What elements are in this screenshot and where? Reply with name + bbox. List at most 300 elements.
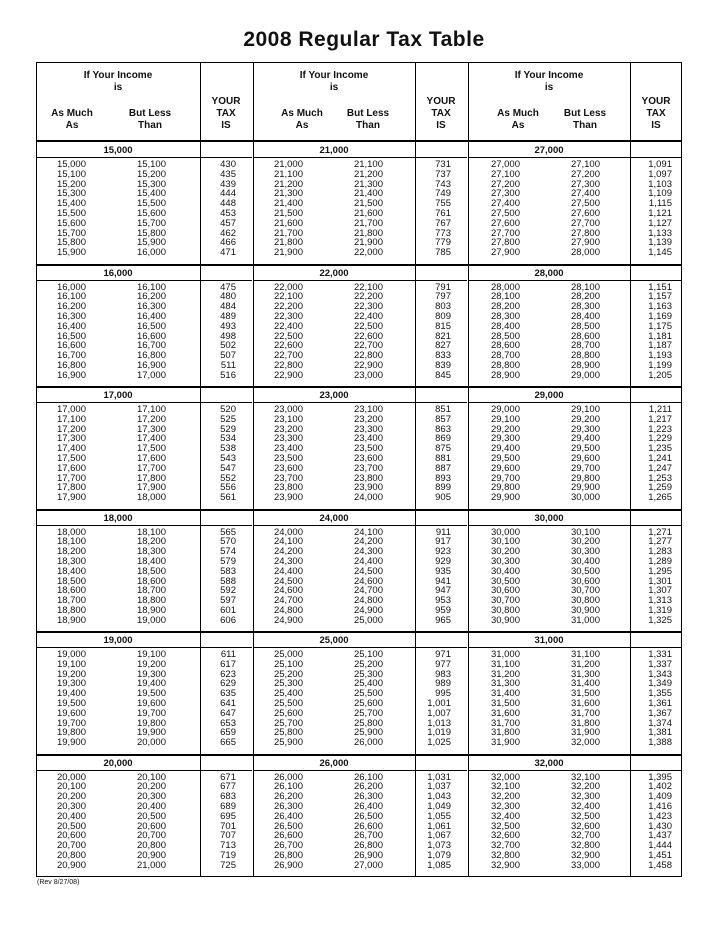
- tax-cell: 695: [220, 810, 236, 822]
- tax-cell: 543: [220, 453, 236, 464]
- tax-cell: 827: [435, 340, 451, 352]
- but-less-cell: 31,500: [570, 688, 600, 700]
- as-much-cell: 27,500: [490, 208, 520, 219]
- as-much-cell: 24,300: [273, 555, 303, 567]
- tax-cell: 502: [220, 340, 236, 352]
- tax-cell: 484: [220, 301, 236, 313]
- but-less-cell: 15,300: [136, 178, 166, 190]
- tax-cell: 887: [435, 462, 451, 474]
- tax-cell: 1,211: [648, 404, 672, 415]
- but-less-cell: 22,300: [353, 301, 383, 313]
- as-much-cell: 31,200: [490, 668, 520, 680]
- tax-cell: 453: [220, 208, 236, 219]
- but-less-cell: 22,900: [353, 359, 383, 371]
- tax-cell: 1,271: [648, 526, 672, 538]
- block-heading: 16,000: [103, 267, 133, 279]
- tax-cell: 471: [220, 247, 236, 259]
- tax-cell: 1,223: [648, 423, 672, 435]
- as-much-cell: 29,500: [490, 453, 520, 464]
- but-less-cell: 25,100: [353, 649, 383, 660]
- tax-cell: 1,043: [427, 791, 451, 803]
- tax-cell: 1,001: [427, 698, 451, 709]
- revision-note: (Rev 8/27/08): [37, 879, 80, 886]
- tax-cell: 561: [220, 492, 236, 504]
- tax-cell: 538: [220, 443, 236, 455]
- as-much-cell: 24,200: [273, 546, 303, 558]
- as-much-cell: 22,200: [273, 301, 303, 313]
- but-less-cell: 21,300: [353, 178, 383, 190]
- tax-cell: 1,430: [648, 820, 672, 832]
- tax-cell: 845: [435, 369, 451, 381]
- as-much-cell: 29,300: [490, 433, 520, 445]
- tax-cell: 1,301: [648, 575, 672, 587]
- tax-cell: 713: [220, 840, 236, 852]
- but-less-cell: 17,600: [136, 453, 166, 464]
- as-much-cell: 19,500: [56, 698, 86, 709]
- but-less-cell: 16,200: [136, 291, 166, 303]
- but-less-cell: 25,300: [353, 668, 383, 680]
- tax-cell: 995: [435, 688, 451, 700]
- tax-cell: 1,115: [648, 198, 672, 210]
- as-much-cell: 28,200: [490, 301, 520, 313]
- income-header: If Your Income: [514, 70, 584, 81]
- tax-cell: 1,157: [648, 291, 672, 303]
- but-less-cell: 23,700: [353, 462, 383, 474]
- but-less-cell: 23,900: [353, 482, 383, 494]
- block-rule: [36, 509, 682, 511]
- but-less-cell: 22,100: [353, 281, 383, 293]
- tax-cell: 1,169: [648, 310, 672, 322]
- as-much-cell: 30,200: [490, 546, 520, 558]
- but-less-cell: 30,600: [570, 575, 600, 587]
- as-much-cell: 25,900: [273, 737, 303, 749]
- as-much-cell: 20,600: [56, 830, 86, 842]
- as-much-cell: 24,600: [273, 585, 303, 597]
- but-less-cell: 21,200: [353, 168, 383, 180]
- as-much-cell: 18,600: [56, 585, 86, 597]
- as-much-cell: 22,500: [273, 330, 303, 342]
- as-much-cell: 20,000: [56, 771, 86, 783]
- but-less-cell: 25,600: [353, 698, 383, 709]
- as-much-cell: 31,000: [490, 649, 520, 660]
- as-much-cell: 29,000: [490, 404, 520, 415]
- but-less-cell: 16,500: [136, 320, 166, 332]
- tax-cell: 851: [435, 404, 451, 415]
- but-less-cell: 30,200: [570, 536, 600, 548]
- tax-cell: 1,103: [648, 178, 672, 190]
- tax-cell: 448: [220, 198, 236, 210]
- as-much-cell: 25,700: [273, 717, 303, 729]
- tax-cell: 1,055: [427, 810, 451, 822]
- tax-cell: 1,091: [648, 159, 672, 170]
- block-heading-rule: [253, 157, 467, 158]
- as-much-cell: 16,800: [56, 359, 86, 371]
- income-header: is: [329, 82, 339, 93]
- but-less-cell: 18,700: [136, 585, 166, 597]
- but-less-cell: 24,700: [353, 585, 383, 597]
- as-much-cell: 19,300: [56, 678, 86, 690]
- as-much-cell: 18,700: [56, 595, 86, 607]
- tax-cell: 815: [435, 320, 451, 332]
- tax-cell: 677: [220, 781, 236, 793]
- but-less-header: Than: [356, 120, 380, 131]
- as-much-cell: 26,700: [273, 840, 303, 852]
- as-much-cell: 30,500: [490, 575, 520, 587]
- as-much-cell: 30,400: [490, 565, 520, 577]
- tax-cell: 701: [220, 820, 236, 832]
- block-heading: 23,000: [319, 390, 349, 401]
- as-much-cell: 26,000: [273, 771, 303, 783]
- as-much-cell: 18,800: [56, 604, 86, 616]
- but-less-cell: 17,000: [136, 369, 166, 381]
- but-less-cell: 28,200: [570, 291, 600, 303]
- as-much-cell: 23,300: [273, 433, 303, 445]
- tax-cell: 623: [220, 668, 236, 680]
- tax-cell: 1,361: [648, 698, 672, 709]
- as-much-cell: 17,600: [56, 462, 86, 474]
- but-less-cell: 30,500: [570, 565, 600, 577]
- tax-cell: 511: [220, 359, 236, 371]
- but-less-cell: 27,300: [570, 178, 600, 190]
- tax-cell: 875: [435, 443, 451, 455]
- but-less-cell: 21,000: [136, 859, 166, 871]
- tax-cell: 1,079: [427, 849, 451, 861]
- but-less-cell: 27,100: [570, 159, 600, 170]
- as-much-cell: 22,700: [273, 350, 303, 362]
- as-much-cell: 17,000: [56, 404, 86, 415]
- as-much-cell: 25,500: [273, 698, 303, 709]
- tax-cell: 552: [220, 472, 236, 484]
- as-much-cell: 29,700: [490, 472, 520, 484]
- but-less-cell: 25,900: [353, 727, 383, 739]
- but-less-cell: 31,100: [570, 649, 600, 660]
- as-much-cell: 19,700: [56, 717, 86, 729]
- but-less-cell: 24,500: [353, 565, 383, 577]
- tax-cell: 516: [220, 369, 236, 381]
- tax-cell: 430: [220, 159, 236, 170]
- but-less-cell: 27,400: [570, 188, 600, 200]
- but-less-cell: 32,000: [570, 737, 600, 749]
- as-much-cell: 26,400: [273, 810, 303, 822]
- block-heading: 27,000: [534, 145, 564, 156]
- but-less-cell: 16,400: [136, 310, 166, 322]
- as-much-cell: 23,800: [273, 482, 303, 494]
- as-much-cell: 26,100: [273, 781, 303, 793]
- tax-cell: 444: [220, 188, 236, 200]
- tax-cell: 833: [435, 350, 451, 362]
- as-much-cell: 19,900: [56, 737, 86, 749]
- but-less-cell: 18,500: [136, 565, 166, 577]
- as-much-cell: 17,300: [56, 433, 86, 445]
- as-much-cell: 16,700: [56, 350, 86, 362]
- but-less-header: Than: [138, 120, 162, 131]
- tax-cell: 893: [435, 472, 451, 484]
- tax-cell: 899: [435, 482, 451, 494]
- as-much-cell: 19,600: [56, 707, 86, 719]
- as-much-cell: 26,600: [273, 830, 303, 842]
- as-much-cell: 16,500: [56, 330, 86, 342]
- tax-cell: 665: [220, 737, 236, 749]
- block-heading-rule: [468, 525, 682, 526]
- but-less-cell: 19,800: [136, 717, 166, 729]
- tax-cell: 1,451: [648, 849, 672, 861]
- but-less-cell: 30,700: [570, 585, 600, 597]
- but-less-cell: 18,000: [136, 492, 166, 504]
- but-less-cell: 26,800: [353, 840, 383, 852]
- block-rule: [36, 754, 682, 756]
- as-much-cell: 26,900: [273, 859, 303, 871]
- block-heading: 24,000: [319, 512, 349, 524]
- as-much-cell: 15,100: [56, 168, 86, 180]
- but-less-cell: 19,200: [136, 658, 166, 670]
- but-less-cell: 15,500: [136, 198, 166, 210]
- but-less-cell: 22,200: [353, 291, 383, 303]
- but-less-cell: 18,200: [136, 536, 166, 548]
- but-less-cell: 30,400: [570, 555, 600, 567]
- as-much-cell: 17,500: [56, 453, 86, 464]
- tax-cell: 1,331: [648, 649, 672, 660]
- as-much-cell: 23,500: [273, 453, 303, 464]
- as-much-cell: 22,100: [273, 291, 303, 303]
- tax-cell: 965: [435, 614, 451, 626]
- as-much-cell: 15,200: [56, 178, 86, 190]
- block-heading: 20,000: [103, 757, 133, 769]
- but-less-cell: 30,000: [570, 492, 600, 504]
- but-less-cell: 26,600: [353, 820, 383, 832]
- tax-cell: 1,349: [648, 678, 672, 690]
- as-much-cell: 21,700: [273, 227, 303, 239]
- block-heading-rule: [36, 157, 252, 158]
- tax-cell: 905: [435, 492, 451, 504]
- but-less-cell: 22,000: [353, 247, 383, 259]
- as-much-cell: 15,000: [56, 159, 86, 170]
- tax-cell: 1,013: [427, 717, 451, 729]
- as-much-cell: 27,200: [490, 178, 520, 190]
- as-much-cell: 22,400: [273, 320, 303, 332]
- tax-cell: 1,133: [648, 227, 672, 239]
- tax-cell: 1,127: [648, 217, 672, 229]
- tax-cell: 641: [220, 698, 236, 709]
- block-heading-rule: [468, 402, 682, 403]
- your-tax-header: TAX: [646, 108, 666, 119]
- as-much-cell: 16,300: [56, 310, 86, 322]
- as-much-cell: 28,500: [490, 330, 520, 342]
- as-much-cell: 19,200: [56, 668, 86, 680]
- as-much-cell: 18,100: [56, 536, 86, 548]
- but-less-cell: 25,000: [353, 614, 383, 626]
- tax-cell: 1,295: [648, 565, 672, 577]
- block-heading-rule: [36, 525, 252, 526]
- but-less-cell: 25,800: [353, 717, 383, 729]
- as-much-cell: 15,900: [56, 247, 86, 259]
- as-much-cell: 29,600: [490, 462, 520, 474]
- tax-cell: 947: [435, 585, 451, 597]
- but-less-cell: 24,300: [353, 546, 383, 558]
- tax-cell: 1,097: [648, 168, 672, 180]
- tax-cell: 767: [435, 217, 451, 229]
- as-much-cell: 25,000: [273, 649, 303, 660]
- but-less-cell: 27,900: [570, 237, 600, 249]
- your-tax-header: YOUR: [426, 96, 456, 107]
- as-much-cell: 28,800: [490, 359, 520, 371]
- block-heading-rule: [36, 402, 252, 403]
- tax-cell: 725: [220, 859, 236, 871]
- as-much-cell: 22,300: [273, 310, 303, 322]
- tax-cell: 475: [220, 281, 236, 293]
- income-header: is: [113, 82, 123, 93]
- as-much-cell: 24,100: [273, 536, 303, 548]
- tax-cell: 1,229: [648, 433, 672, 445]
- your-tax-header: IS: [436, 120, 446, 131]
- as-much-cell: 21,800: [273, 237, 303, 249]
- as-much-cell: 28,700: [490, 350, 520, 362]
- as-much-cell: 21,300: [273, 188, 303, 200]
- as-much-cell: 21,000: [273, 159, 303, 170]
- but-less-cell: 32,300: [570, 791, 600, 803]
- tax-cell: 977: [435, 658, 451, 670]
- but-less-cell: 16,700: [136, 340, 166, 352]
- but-less-cell: 24,400: [353, 555, 383, 567]
- as-much-cell: 27,100: [490, 168, 520, 180]
- but-less-cell: 31,300: [570, 668, 600, 680]
- but-less-cell: 19,400: [136, 678, 166, 690]
- but-less-cell: 15,400: [136, 188, 166, 200]
- but-less-cell: 16,800: [136, 350, 166, 362]
- tax-cell: 971: [435, 649, 451, 660]
- but-less-cell: 29,000: [570, 369, 600, 381]
- tax-cell: 773: [435, 227, 451, 239]
- your-tax-header: YOUR: [211, 96, 241, 107]
- as-much-cell: 16,400: [56, 320, 86, 332]
- tax-cell: 556: [220, 482, 236, 494]
- but-less-cell: 31,700: [570, 707, 600, 719]
- as-much-cell: 29,200: [490, 423, 520, 435]
- as-much-cell: 28,000: [490, 281, 520, 293]
- as-much-cell: 28,400: [490, 320, 520, 332]
- tax-cell: 719: [220, 849, 236, 861]
- as-much-cell: 23,900: [273, 492, 303, 504]
- tax-cell: 785: [435, 247, 451, 259]
- tax-cell: 466: [220, 237, 236, 249]
- as-much-cell: 20,800: [56, 849, 86, 861]
- income-header: is: [544, 82, 554, 93]
- as-much-cell: 17,700: [56, 472, 86, 484]
- as-much-cell: 32,800: [490, 849, 520, 861]
- but-less-cell: 19,100: [136, 649, 166, 660]
- but-less-cell: 28,900: [570, 359, 600, 371]
- block-heading-rule: [36, 770, 252, 771]
- as-much-cell: 20,300: [56, 800, 86, 812]
- tax-cell: 529: [220, 423, 236, 435]
- block-heading: 21,000: [319, 145, 349, 156]
- as-much-cell: 20,500: [56, 820, 86, 832]
- as-much-header: As Much: [281, 108, 323, 119]
- but-less-cell: 28,500: [570, 320, 600, 332]
- tax-cell: 1,121: [648, 208, 672, 219]
- but-less-cell: 27,500: [570, 198, 600, 210]
- as-much-cell: 23,100: [273, 413, 303, 425]
- tax-cell: 911: [435, 526, 451, 538]
- as-much-cell: 27,900: [490, 247, 520, 259]
- but-less-cell: 17,700: [136, 462, 166, 474]
- but-less-cell: 31,200: [570, 658, 600, 670]
- but-less-cell: 19,600: [136, 698, 166, 709]
- but-less-cell: 26,500: [353, 810, 383, 822]
- block-heading-rule: [253, 770, 467, 771]
- block-heading-rule: [468, 647, 682, 648]
- but-less-cell: 21,100: [353, 159, 383, 170]
- as-much-cell: 31,900: [490, 737, 520, 749]
- but-less-cell: 15,100: [136, 159, 166, 170]
- as-much-cell: 21,200: [273, 178, 303, 190]
- but-less-cell: 29,800: [570, 472, 600, 484]
- tax-cell: 1,085: [427, 859, 451, 871]
- tax-cell: 1,253: [648, 472, 672, 484]
- tax-cell: 671: [220, 771, 236, 783]
- but-less-cell: 32,700: [570, 830, 600, 842]
- as-much-cell: 23,400: [273, 443, 303, 455]
- but-less-cell: 17,300: [136, 423, 166, 435]
- tax-cell: 1,458: [648, 859, 672, 871]
- as-much-cell: 19,800: [56, 727, 86, 739]
- tax-cell: 1,007: [427, 707, 451, 719]
- but-less-cell: 31,800: [570, 717, 600, 729]
- tax-cell: 435: [220, 168, 236, 180]
- as-much-cell: 20,200: [56, 791, 86, 803]
- but-less-cell: 20,300: [136, 791, 166, 803]
- as-much-cell: 30,700: [490, 595, 520, 607]
- as-much-cell: 29,400: [490, 443, 520, 455]
- your-tax-header: TAX: [216, 108, 236, 119]
- as-much-cell: 21,900: [273, 247, 303, 259]
- as-much-cell: 27,000: [490, 159, 520, 170]
- but-less-cell: 30,100: [570, 526, 600, 538]
- as-much-cell: 32,400: [490, 810, 520, 822]
- income-header: If Your Income: [299, 70, 369, 81]
- but-less-cell: 20,900: [136, 849, 166, 861]
- as-much-cell: 28,100: [490, 291, 520, 303]
- as-much-cell: 16,100: [56, 291, 86, 303]
- but-less-cell: 27,000: [353, 859, 383, 871]
- but-less-header: But Less: [128, 108, 172, 119]
- tax-cell: 1,139: [648, 237, 672, 249]
- but-less-cell: 29,200: [570, 413, 600, 425]
- as-much-cell: 18,200: [56, 546, 86, 558]
- but-less-cell: 19,500: [136, 688, 166, 700]
- tax-cell: 1,061: [427, 820, 451, 832]
- but-less-header: But Less: [346, 108, 390, 119]
- tax-cell: 1,409: [648, 791, 672, 803]
- but-less-cell: 21,900: [353, 237, 383, 249]
- but-less-cell: 20,000: [136, 737, 166, 749]
- but-less-cell: 22,600: [353, 330, 383, 342]
- but-less-cell: 20,200: [136, 781, 166, 793]
- but-less-cell: 28,100: [570, 281, 600, 293]
- but-less-cell: 28,300: [570, 301, 600, 313]
- tax-cell: 653: [220, 717, 236, 729]
- as-much-cell: 15,800: [56, 237, 86, 249]
- block-heading: 31,000: [534, 635, 564, 646]
- as-much-cell: 24,000: [273, 526, 303, 538]
- tax-cell: 489: [220, 310, 236, 322]
- tax-cell: 1,402: [648, 781, 672, 793]
- but-less-cell: 27,600: [570, 208, 600, 219]
- tax-cell: 809: [435, 310, 451, 322]
- tax-cell: 803: [435, 301, 451, 313]
- as-much-cell: 27,300: [490, 188, 520, 200]
- as-much-cell: 30,100: [490, 536, 520, 548]
- tax-cell: 547: [220, 462, 236, 474]
